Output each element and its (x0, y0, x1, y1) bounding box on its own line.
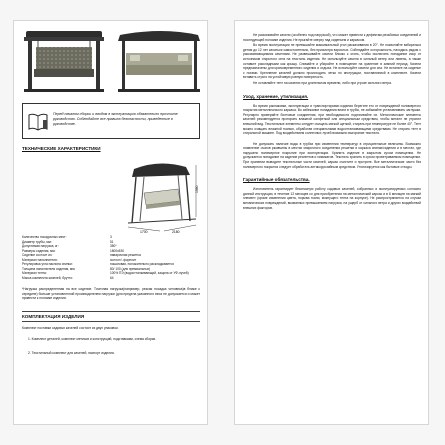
right-page (234, 20, 429, 425)
spec-row: Материал наполнителя: холлон \ форплит (22, 257, 137, 262)
paragraph-4: Во время распаковки, эксплуатации и транспортировки изделия берегите его от повреждений полимерного покрытия металлического каркаса. Во избежание попадания влаги в трубы, не забывайте устанавливать заглушки. Регулярно проверяйте болтовые соединения, при необходимости подтягивайте их. Металлические элементы качелей рекомендуется протирать влажной салфеткой или специальным средством, чтобы металл не утратил внешний вид. Текстильные элементы следует очищать мягкой щеткой, стирать при температуре не более 40°. Тент можно очищать влажной тканью, обработав специальными водоотталкивающими средствами. Не стирать тент в стиральной машине. Под воздействием солнечных лучей возможно выгорание текстиля. (243, 103, 421, 136)
spec-row: Масса комплекта качелей, брутто: 64 (22, 275, 114, 280)
paragraph-6: Изготовитель гарантирует безопасную работу садовых качелей, собранных и эксплуатируемых согласно данной инструкции, в течение 12 месяцев со дня приобретения на металлический каркас и в 6 месяцев на мягкий элемент (кроме изменения цвета, порыва ткани, мокнущего тента на корпусе). Не распространяется на случаи механических повреждений, вызванных превышением нагрузки, на ущерб от сильного ветра и других воздействий внешних факторов. (243, 187, 421, 210)
spec-row: Диаметр трубы, мм: 51 (22, 239, 114, 244)
kit-item: 1. Комплект деталей, комплект метизов и конструкций, подставками, схема сборки. (28, 337, 157, 341)
kit-intro: Комплект поставки садовых качелей состоит из двух упаковок: (22, 326, 119, 330)
load-note: *Нагрузка распределенная на все сидение. Точечная нагрузка(например, резкая посадка человека)в ближе к середине) больше установленной производителем нагрузки (для предела указанного веса не допускается и может привести к поломке изделия. (22, 287, 200, 301)
intro-note-text: Перед началом сборки и вводом в эксплуатацию обязательно прочтите руководство. Соблюдайте все правила безопасности, приведенные в руководстве. (53, 112, 178, 126)
heading-storage: Уход, хранение, утилизация. (243, 93, 309, 99)
dim-height: 1560 (195, 185, 199, 193)
intro-note (22, 103, 200, 139)
swing-photo-front (24, 31, 104, 92)
dimension-diagram (114, 157, 204, 235)
paragraph-2: Во время эксплуатации не превышайте максимальный угол раскачивания в 20°. Не позволяйте взбираться детям до 12 лет качаться самостоятельно, без присмотра взрослых. Соблюдайте осторожность, находясь рядом с раскачивающимися качелями. Не развешивайте качели близко к огонь, чтобы исключить попадание искр от источников открытого огня на текстиль изделия. Не используйте качели в сильный ветер или ливень, а также оставьте раскладными как крышу. Снимайте и убирайте в помещение на хранение в зимний период. Качели предназначены для кратковременного сидения и отдыха. Не используйте качели для сна. Не встаньте на сиденье с ногами. Крепление качелей должно происходить четко по инструкции, поставляемой в комплекте. Качели вставить строго на устойчивую ровную поверхность. (243, 43, 421, 80)
spec-row: Сидение состоит из: наварочная решетка (22, 253, 141, 257)
left-page (13, 20, 208, 425)
kit-divider-bottom (22, 321, 200, 322)
paragraph-3: Не оставляйте тент на качелях при длительном времени, либо при угрозе сильного ветра. (253, 80, 392, 85)
kit-item: 2. Текстильный комплект для качелей, паспорт изделия. (28, 351, 115, 355)
spec-row: Материал тента: 100% ПЭ (водоотталкивающий, защита от УФ-лучей) (22, 271, 189, 275)
spec-row: Толщина наполнителя сидения, мм: 80/ 100 (для премиальных) (22, 266, 151, 271)
book-icon (27, 112, 49, 132)
kit-divider-top (22, 311, 200, 312)
product-photos (22, 29, 202, 97)
spec-row: Допустимая нагрузка, кг: 350* (22, 244, 117, 248)
kit-title: КОМПЛЕКТАЦИЯ ИЗДЕЛИЯ (22, 314, 85, 319)
spec-row: Количество посадочных мест: 3 (22, 235, 112, 239)
swing-photo-open (118, 31, 200, 92)
dim-depth: 1700 (140, 230, 148, 234)
paragraph-5: Не допускать наличие воды в трубах при изменении температур в отрицательные величины. Возможно появление очагов ржавчины в местах сварочного соединения решетки и каркаса спинки/сидения и в местах, где нарушено полимерное покрытие при эксплуатации. Хранить изделие в закрытом сухом помещении. Не допускается попадание на изделие реагентов и химикатов. Текстиль хранить в сухом проветриваемом помещении. При хранении выводите текстильные части качелей, каркас очистите и протрите. Все металлические части без полимерного покрытия следует обработать антикоррозийным средством. Утилизируется как бытовые отходы. (243, 141, 421, 169)
spec-list (22, 235, 202, 280)
heading-warranty: Гарантийные обязательства. (243, 177, 310, 183)
paragraph-1: Не раскачивайте качели (особенно под нагрузкой), что может привести к дефектам резьбовых соединений и последующей поломке изделия. Не прыгайте сверху над сиденьем и каркасом. (243, 33, 421, 42)
dim-width: 2180 (172, 230, 180, 234)
spec-row: Регулировка угла наклона спинки: пошаговая, положительно раскладывается (22, 262, 174, 266)
spec-row: Размеры сидения, мм: 1800х530 (22, 248, 125, 253)
spec-title: ТЕХНИЧЕСКИЕ ХАРАКТЕРИСТИКИ (22, 146, 101, 151)
